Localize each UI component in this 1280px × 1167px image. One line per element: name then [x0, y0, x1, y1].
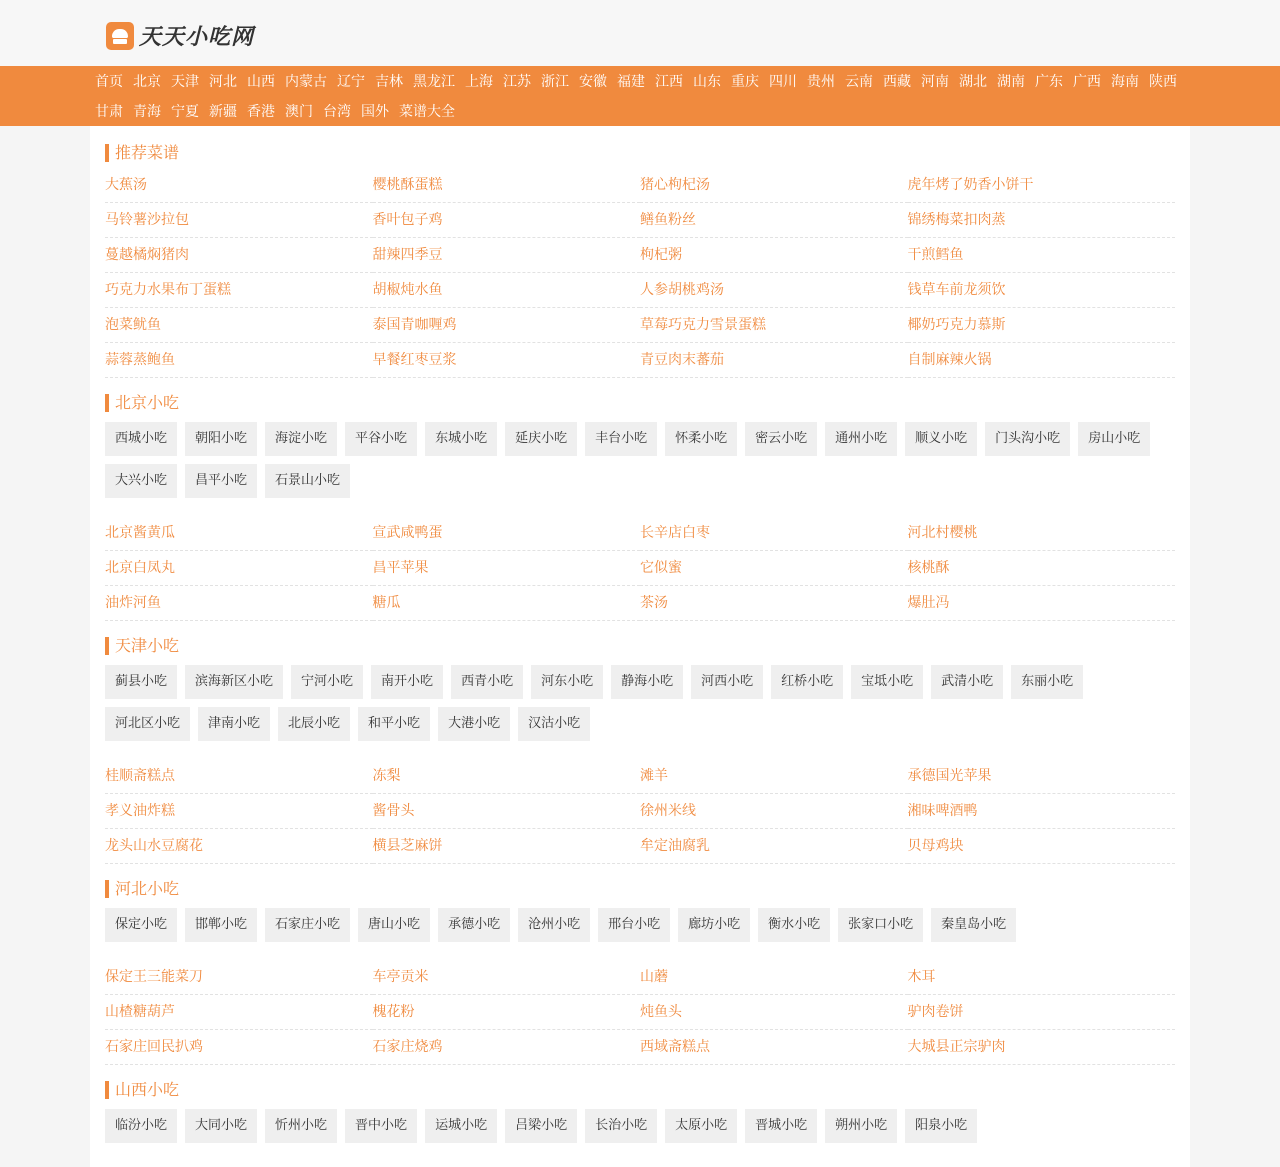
- snack-link[interactable]: 昌平苹果: [373, 551, 641, 586]
- district-tag[interactable]: 密云小吃: [745, 422, 817, 456]
- title-accent-bar: [105, 394, 109, 412]
- recipe-link[interactable]: 自制麻辣火锅: [908, 343, 1176, 378]
- district-tag[interactable]: 大兴小吃: [105, 464, 177, 498]
- district-tag[interactable]: 津南小吃: [198, 707, 270, 741]
- recipe-link[interactable]: 鳝鱼粉丝: [640, 203, 908, 238]
- district-tag[interactable]: 顺义小吃: [905, 422, 977, 456]
- nav-link[interactable]: 吉林: [375, 74, 403, 90]
- recipe-grid: [105, 168, 1175, 378]
- nav-link[interactable]: 安徽: [579, 74, 607, 90]
- district-tag[interactable]: 昌平小吃: [185, 464, 257, 498]
- district-tag[interactable]: 太原小吃: [665, 1109, 737, 1143]
- snack-link[interactable]: 徐州米线: [640, 794, 908, 829]
- district-tag[interactable]: 武清小吃: [931, 665, 1003, 699]
- title-accent-bar: [105, 880, 109, 898]
- nav-link[interactable]: 四川: [769, 74, 797, 90]
- title-accent-bar: [105, 144, 109, 162]
- district-tag[interactable]: 大同小吃: [185, 1109, 257, 1143]
- nav-link[interactable]: 内蒙古: [285, 74, 327, 90]
- district-tag[interactable]: 门头沟小吃: [985, 422, 1070, 456]
- nav-link[interactable]: 新疆: [209, 104, 237, 120]
- district-tag[interactable]: 红桥小吃: [771, 665, 843, 699]
- district-tag[interactable]: 南开小吃: [371, 665, 443, 699]
- snack-link[interactable]: 木耳: [908, 960, 1176, 995]
- district-tag[interactable]: 石景山小吃: [265, 464, 350, 498]
- district-tags: [105, 412, 1175, 506]
- recommend-title: 推荐菜谱: [115, 143, 180, 162]
- main-content: [90, 126, 1190, 1167]
- snack-link[interactable]: 油炸河鱼: [105, 586, 373, 621]
- snack-grid: [105, 759, 1175, 864]
- spacer: [105, 506, 1175, 516]
- nav-link[interactable]: 浙江: [541, 74, 569, 90]
- recipe-link[interactable]: 早餐红枣豆浆: [373, 343, 641, 378]
- district-tag[interactable]: 运城小吃: [425, 1109, 497, 1143]
- nav-link[interactable]: 国外: [361, 104, 389, 120]
- district-tag[interactable]: 怀柔小吃: [665, 422, 737, 456]
- recipe-link[interactable]: 马铃薯沙拉包: [105, 203, 373, 238]
- snack-link[interactable]: 西域斋糕点: [640, 1030, 908, 1065]
- recipe-link[interactable]: 青豆肉末蕃茄: [640, 343, 908, 378]
- district-tag[interactable]: 海淀小吃: [265, 422, 337, 456]
- nav-link[interactable]: 江西: [655, 74, 683, 90]
- snack-link[interactable]: 桂顺斋糕点: [105, 759, 373, 794]
- recipe-link[interactable]: 巧克力水果布丁蛋糕: [105, 273, 373, 308]
- snack-link[interactable]: 宣武咸鸭蛋: [373, 516, 641, 551]
- snack-link[interactable]: 北京白凤丸: [105, 551, 373, 586]
- nav-link[interactable]: 海南: [1111, 74, 1139, 90]
- district-tag[interactable]: 忻州小吃: [265, 1109, 337, 1143]
- recipe-link[interactable]: 猪心枸杞汤: [640, 168, 908, 203]
- section-title: [105, 142, 1175, 162]
- district-tag[interactable]: 宝坻小吃: [851, 665, 923, 699]
- district-tag[interactable]: 吕梁小吃: [505, 1109, 577, 1143]
- district-tag[interactable]: 邢台小吃: [598, 908, 670, 942]
- snack-link[interactable]: 石家庄烧鸡: [373, 1030, 641, 1065]
- snack-link[interactable]: 河北村樱桃: [908, 516, 1176, 551]
- recipe-link[interactable]: 胡椒炖水鱼: [373, 273, 641, 308]
- nav-link[interactable]: 河北: [209, 74, 237, 90]
- recipe-link[interactable]: 草莓巧克力雪景蛋糕: [640, 308, 908, 343]
- section-title: [105, 621, 1175, 655]
- district-tag[interactable]: 蓟县小吃: [105, 665, 177, 699]
- section-title: [105, 864, 1175, 898]
- snack-link[interactable]: 炖鱼头: [640, 995, 908, 1030]
- district-tag[interactable]: 东城小吃: [425, 422, 497, 456]
- section-title-text[interactable]: 河北小吃: [115, 879, 180, 898]
- nav-link[interactable]: 首页: [95, 74, 123, 90]
- chef-hat-icon: [106, 22, 134, 50]
- nav-link[interactable]: 菜谱大全: [399, 104, 455, 120]
- nav-list: [90, 66, 1190, 130]
- recipe-link[interactable]: 樱桃酥蛋糕: [373, 168, 641, 203]
- district-tag[interactable]: 沧州小吃: [518, 908, 590, 942]
- logo-text: 天天小吃网: [139, 25, 255, 50]
- district-tag[interactable]: 东丽小吃: [1011, 665, 1083, 699]
- district-tag[interactable]: 宁河小吃: [291, 665, 363, 699]
- district-tag[interactable]: 丰台小吃: [585, 422, 657, 456]
- district-tags: [105, 655, 1175, 749]
- nav-link[interactable]: 甘肃: [95, 104, 123, 120]
- district-tag[interactable]: 通州小吃: [825, 422, 897, 456]
- snack-link[interactable]: 冻梨: [373, 759, 641, 794]
- nav-link[interactable]: 香港: [247, 104, 275, 120]
- recipe-link[interactable]: 虎年烤了奶香小饼干: [908, 168, 1176, 203]
- nav-link[interactable]: 湖南: [997, 74, 1025, 90]
- recipe-link[interactable]: 蒜蓉蒸鲍鱼: [105, 343, 373, 378]
- snack-link[interactable]: 酱骨头: [373, 794, 641, 829]
- snack-link[interactable]: 保定王三能菜刀: [105, 960, 373, 995]
- snack-link[interactable]: 车亭贡米: [373, 960, 641, 995]
- nav-link[interactable]: 澳门: [285, 104, 313, 120]
- nav-link[interactable]: 辽宁: [337, 74, 365, 90]
- snack-link[interactable]: 牟定油腐乳: [640, 829, 908, 864]
- region-section: [105, 1065, 1175, 1151]
- section-title-text[interactable]: 山西小吃: [115, 1080, 180, 1099]
- nav-link[interactable]: 西藏: [883, 74, 911, 90]
- snack-link[interactable]: 湘味啤酒鸭: [908, 794, 1176, 829]
- district-tags: [105, 1099, 1175, 1151]
- recipe-link[interactable]: 香叶包子鸡: [373, 203, 641, 238]
- snack-link[interactable]: 北京酱黄瓜: [105, 516, 373, 551]
- snack-link[interactable]: 槐花粉: [373, 995, 641, 1030]
- nav-link[interactable]: 河南: [921, 74, 949, 90]
- recipe-link[interactable]: 甜辣四季豆: [373, 238, 641, 273]
- snack-link[interactable]: 承德国光苹果: [908, 759, 1176, 794]
- district-tag[interactable]: 静海小吃: [611, 665, 683, 699]
- region-nav: [0, 66, 1280, 126]
- district-tag[interactable]: 房山小吃: [1078, 422, 1150, 456]
- snack-link[interactable]: 龙头山水豆腐花: [105, 829, 373, 864]
- recipe-link[interactable]: 钱草车前龙须饮: [908, 273, 1176, 308]
- title-accent-bar: [105, 1081, 109, 1099]
- district-tag[interactable]: 承德小吃: [438, 908, 510, 942]
- snack-link[interactable]: 大城县正宗驴肉: [908, 1030, 1176, 1065]
- snack-link[interactable]: 滩羊: [640, 759, 908, 794]
- nav-link[interactable]: 福建: [617, 74, 645, 90]
- spacer: [105, 749, 1175, 759]
- district-tag[interactable]: 晋中小吃: [345, 1109, 417, 1143]
- district-tag[interactable]: 西城小吃: [105, 422, 177, 456]
- snack-link[interactable]: 石家庄回民扒鸡: [105, 1030, 373, 1065]
- nav-link[interactable]: 广东: [1035, 74, 1063, 90]
- recipe-link[interactable]: 人参胡桃鸡汤: [640, 273, 908, 308]
- district-tag[interactable]: 唐山小吃: [358, 908, 430, 942]
- district-tag[interactable]: 和平小吃: [358, 707, 430, 741]
- district-tag[interactable]: 河东小吃: [531, 665, 603, 699]
- section-title: [105, 1065, 1175, 1099]
- district-tag[interactable]: 张家口小吃: [838, 908, 923, 942]
- district-tag[interactable]: 北辰小吃: [278, 707, 350, 741]
- district-tag[interactable]: 晋城小吃: [745, 1109, 817, 1143]
- district-tag[interactable]: 朝阳小吃: [185, 422, 257, 456]
- region-section: [105, 864, 1175, 1065]
- spacer: [105, 950, 1175, 960]
- site-header: [0, 0, 1280, 66]
- district-tag[interactable]: 长治小吃: [585, 1109, 657, 1143]
- region-sections: [105, 378, 1175, 1151]
- snack-link[interactable]: 横县芝麻饼: [373, 829, 641, 864]
- recommend-section: [105, 126, 1175, 378]
- district-tag[interactable]: 朔州小吃: [825, 1109, 897, 1143]
- district-tag[interactable]: 廊坊小吃: [678, 908, 750, 942]
- district-tag[interactable]: 衡水小吃: [758, 908, 830, 942]
- snack-grid: [105, 516, 1175, 621]
- nav-link[interactable]: 陕西: [1149, 74, 1177, 90]
- nav-link[interactable]: 北京: [133, 74, 161, 90]
- section-title: [105, 378, 1175, 412]
- snack-link[interactable]: 孝义油炸糕: [105, 794, 373, 829]
- snack-grid: [105, 960, 1175, 1065]
- nav-link[interactable]: 广西: [1073, 74, 1101, 90]
- nav-link[interactable]: 江苏: [503, 74, 531, 90]
- district-tag[interactable]: 保定小吃: [105, 908, 177, 942]
- title-accent-bar: [105, 637, 109, 655]
- district-tag[interactable]: 大港小吃: [438, 707, 510, 741]
- nav-link[interactable]: 贵州: [807, 74, 835, 90]
- district-tag[interactable]: 西青小吃: [451, 665, 523, 699]
- nav-link[interactable]: 青海: [133, 104, 161, 120]
- recipe-link[interactable]: 锦绣梅菜扣肉蒸: [908, 203, 1176, 238]
- snack-link[interactable]: 贝母鸡块: [908, 829, 1176, 864]
- nav-link[interactable]: 上海: [465, 74, 493, 90]
- district-tag[interactable]: 平谷小吃: [345, 422, 417, 456]
- district-tags: [105, 898, 1175, 950]
- section-title-text[interactable]: 天津小吃: [115, 636, 180, 655]
- recipe-link[interactable]: 椰奶巧克力慕斯: [908, 308, 1176, 343]
- nav-link[interactable]: 黑龙江: [413, 74, 455, 90]
- nav-link[interactable]: 台湾: [323, 104, 351, 120]
- nav-link[interactable]: 重庆: [731, 74, 759, 90]
- snack-link[interactable]: 长辛店白枣: [640, 516, 908, 551]
- snack-link[interactable]: 核桃酥: [908, 551, 1176, 586]
- site-logo[interactable]: [106, 20, 254, 51]
- snack-link[interactable]: 它似蜜: [640, 551, 908, 586]
- nav-link[interactable]: 湖北: [959, 74, 987, 90]
- district-tag[interactable]: 秦皇岛小吃: [931, 908, 1016, 942]
- snack-link[interactable]: 茶汤: [640, 586, 908, 621]
- recipe-link[interactable]: 泰国青咖喱鸡: [373, 308, 641, 343]
- district-tag[interactable]: 河西小吃: [691, 665, 763, 699]
- snack-link[interactable]: 山楂糖葫芦: [105, 995, 373, 1030]
- recipe-link[interactable]: 干煎鳕鱼: [908, 238, 1176, 273]
- snack-link[interactable]: 爆肚冯: [908, 586, 1176, 621]
- district-tag[interactable]: 石家庄小吃: [265, 908, 350, 942]
- district-tag[interactable]: 临汾小吃: [105, 1109, 177, 1143]
- nav-link[interactable]: 宁夏: [171, 104, 199, 120]
- district-tag[interactable]: 延庆小吃: [505, 422, 577, 456]
- nav-link[interactable]: 山东: [693, 74, 721, 90]
- district-tag[interactable]: 滨海新区小吃: [185, 665, 283, 699]
- district-tag[interactable]: 邯郸小吃: [185, 908, 257, 942]
- region-section: [105, 378, 1175, 621]
- nav-link[interactable]: 山西: [247, 74, 275, 90]
- recipe-link[interactable]: 枸杞粥: [640, 238, 908, 273]
- snack-link[interactable]: 糖瓜: [373, 586, 641, 621]
- district-tag[interactable]: 阳泉小吃: [905, 1109, 977, 1143]
- snack-link[interactable]: 山蘑: [640, 960, 908, 995]
- district-tag[interactable]: 河北区小吃: [105, 707, 190, 741]
- recipe-link[interactable]: 大蕉汤: [105, 168, 373, 203]
- region-section: [105, 621, 1175, 864]
- recipe-link[interactable]: 蔓越橘焖猪肉: [105, 238, 373, 273]
- section-title-text[interactable]: 北京小吃: [115, 393, 180, 412]
- district-tag[interactable]: 汉沽小吃: [518, 707, 590, 741]
- snack-link[interactable]: 驴肉卷饼: [908, 995, 1176, 1030]
- nav-link[interactable]: 云南: [845, 74, 873, 90]
- nav-link[interactable]: 天津: [171, 74, 199, 90]
- recipe-link[interactable]: 泡菜鱿鱼: [105, 308, 373, 343]
